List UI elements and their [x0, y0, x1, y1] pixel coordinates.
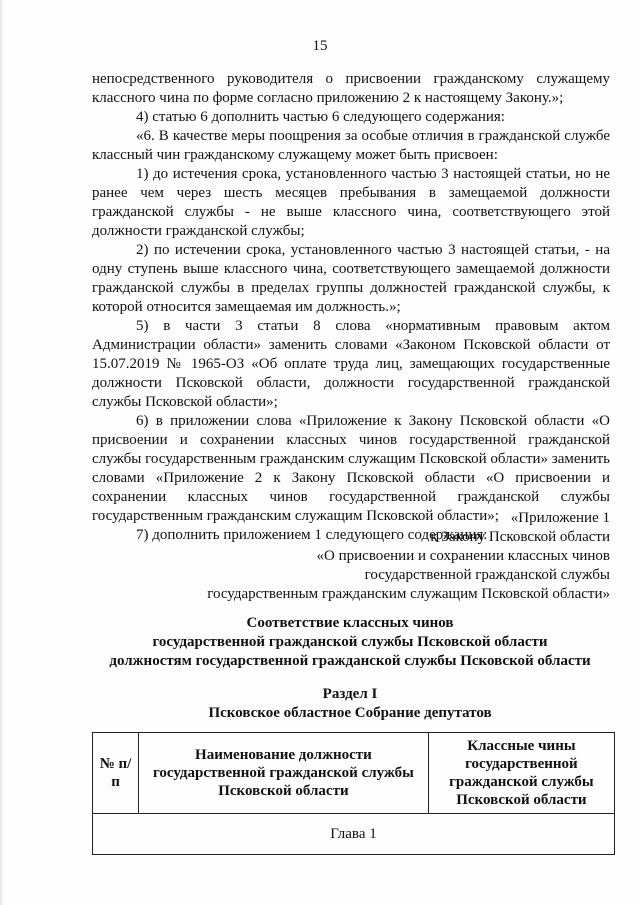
table-header-row	[93, 733, 615, 814]
paragraph: 1) до истечения срока, установленного частью 3 настоящей статьи, но не ранее чем через шесть месяцев пребывания в замещаемой должности гражданской службы - не выше классного чина, соответствующего этой должности гражданской службы;	[92, 166, 610, 239]
paragraph: 5) в части 3 статьи 8 слова «нормативным правовым актом Администрации области» заменить словами «Законом Псковской области от 15.07.2019 № 1965-ОЗ «Об оплате труда лиц, замещающих государственные должности Псковской области, должности государственной гражданской службы Псковской области»;	[92, 318, 610, 410]
appendix-line: к Закону Псковской области	[430, 529, 610, 545]
appendix-line: государственной гражданской службы	[364, 567, 610, 583]
page-number: 15	[312, 38, 328, 54]
title-line: должностям государственной гражданской службы Псковской области	[109, 653, 591, 669]
section-name: Псковское областное Собрание депутатов	[208, 705, 492, 721]
grade-table	[92, 732, 615, 855]
appendix-reference	[130, 509, 610, 604]
header-number: № п/п	[93, 733, 139, 814]
paragraph: 7) дополнить приложением 1 следующего содержания:	[136, 527, 488, 543]
header-position-name: Наименование должности государственной гражданской службы Псковской области	[139, 733, 429, 814]
title-line: государственной гражданской службы Псковской области	[152, 634, 548, 650]
section-label: Раздел I	[322, 686, 378, 702]
appendix-line: «О присвоении и сохранении классных чинов	[316, 548, 610, 564]
header-class-grades: Классные чины государственной гражданской службы Псковской области	[428, 733, 614, 814]
paragraph: «6. В качестве меры поощрения за особые отличия в гражданской службе классный чин гражданскому служащему может быть присвоен:	[92, 128, 610, 163]
scan-edge	[0, 0, 4, 905]
body-text	[92, 70, 610, 545]
paragraph: 2) по истечении срока, установленного частью 3 настоящей статьи, - на одну ступень выше классного чина, соответствующего замещаемой должности гражданской службы в пределах группы должностей гражданской службы, к которой относится замещаемая им должность.»;	[92, 242, 610, 315]
document-title	[80, 614, 620, 671]
paragraph: 4) статью 6 дополнить частью 6 следующего содержания:	[136, 109, 505, 125]
paragraph: непосредственного руководителя о присвоении гражданскому служащему классного чина по форме согласно приложению 2 к настоящему Закону.»;	[92, 71, 610, 106]
title-line: Соответствие классных чинов	[246, 615, 454, 631]
table-row	[93, 814, 615, 855]
appendix-line: «Приложение 1	[510, 510, 610, 526]
appendix-line: государственным гражданским служащим Псковской области»	[207, 586, 610, 602]
section-heading	[80, 685, 620, 723]
chapter-label: Глава 1	[93, 814, 615, 855]
paragraph: 6) в приложении слова «Приложение к Закону Псковской области «О присвоении и сохранении классных чинов государственной гражданской службы государственным гражданским служащим Псковской области» заменить словами «Приложение 2 к Закону Псковской области «О присвоении и сохранении классных чинов государственной гражданской службы государственным гражданским служащим Псковской области»;	[92, 413, 610, 524]
